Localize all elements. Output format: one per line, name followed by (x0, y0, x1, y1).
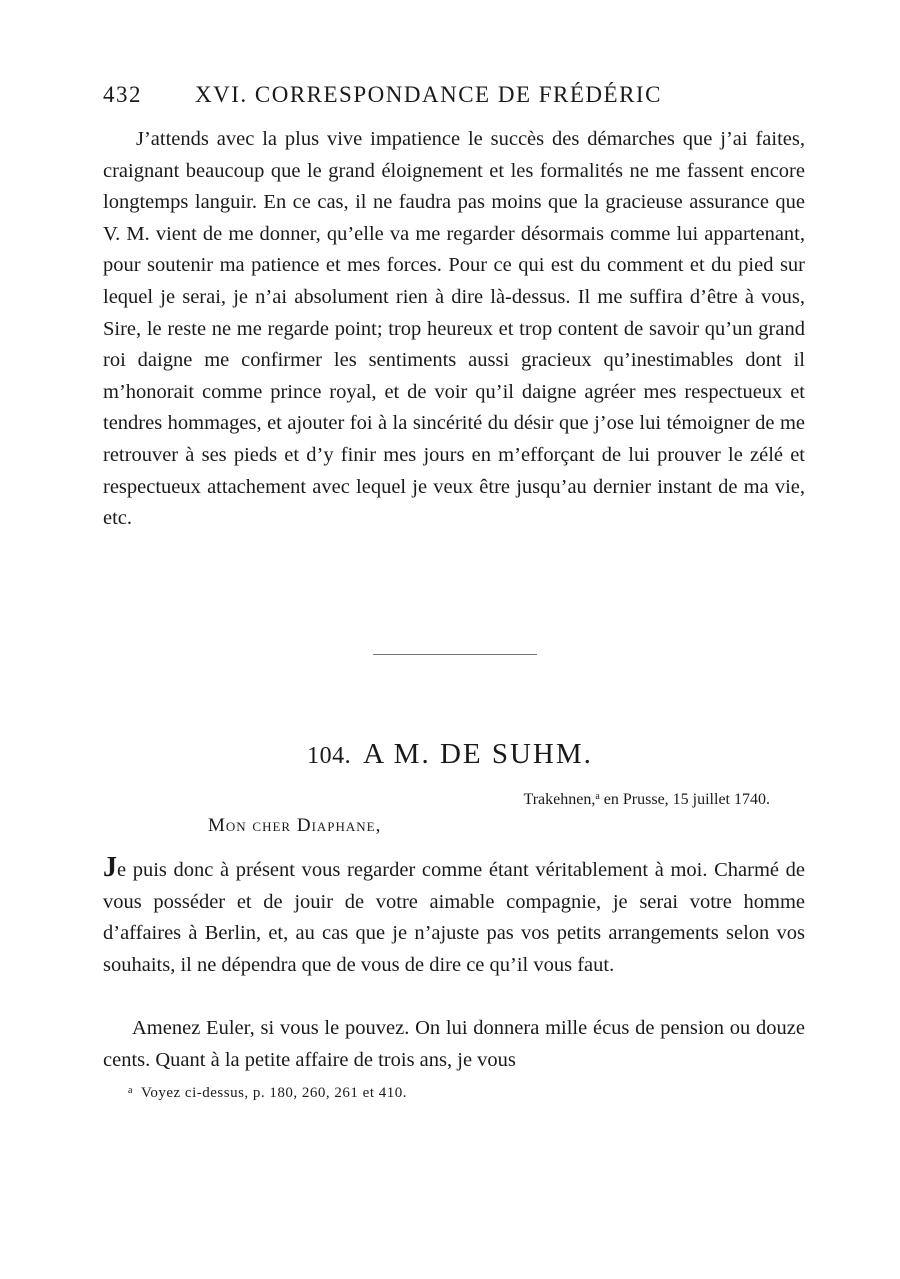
section-divider (373, 654, 537, 655)
footnote-mark: a (128, 1085, 133, 1096)
letter-title: A M. DE SUHM. (363, 738, 593, 770)
paragraph-3: Amenez Euler, si vous le pouvez. On lui donnera mille écus de pension ou douze cents. Quant à la petite affaire de trois ans, je vous (103, 1017, 805, 1071)
footnote-reference: a (595, 791, 600, 802)
paragraph-2-text: e puis donc à présent vous regarder comme étant véritablement à moi. Charmé de vous posséder et de jouir de votre aimable compagnie, je serai votre homme d’affaires à Berlin, et, au cas que je n’ajuste pas vos petits arrangements selon vos souhaits, il ne dépendra que de vous de dire ce qu’il vous faut. (103, 859, 805, 976)
letter-number: 104. (307, 743, 352, 769)
paragraph-1: J’attends avec la plus vive impatience le succès des démarches que j’ai faites, craignant beaucoup que le grand éloignement et les formalités ne me fassent encore longtemps languir. En ce cas, il ne faudra pas moins que la gracieuse assurance que V. M. vient de me donner, qu’elle va me regarder désormais comme lui appartenant, pour soutenir ma patience et mes forces. Pour ce qui est du comment et du pied sur lequel je serai, je n’ai absolument rien à dire là-dessus. Il me suffira d’être à vous, Sire, le reste ne me regarde point; trop heureux et trop content de savoir qu’un grand roi daigne me confirmer les sentiments aussi gracieux qu’inestimables dont il m’honorait comme prince royal, et de voir qu’il daigne agréer mes respectueux et tendres hommages, et ajouter foi à la sincérité du désir que j’ose lui témoigner de me retrouver à ses pieds et d’y finir mes jours en m’efforçant de lui prouver le zélé et respectueux attachement avec lequel je veux être jusqu’au dernier instant de ma vie, etc. (103, 128, 805, 530)
footnote-text: Voyez ci-dessus, p. 180, 260, 261 et 410. (140, 1085, 407, 1101)
footnote (128, 1085, 407, 1102)
paragraph-2 (103, 852, 805, 981)
running-head (103, 82, 803, 114)
dateline (523, 791, 770, 809)
salutation: Mon cher Diaphane, (208, 815, 382, 836)
dateline-date: en Prusse, 15 juillet 1740. (599, 791, 770, 808)
initial-letter: J (103, 852, 117, 883)
running-title: XVI. CORRESPONDANCE DE FRÉDÉRIC (195, 82, 662, 107)
dateline-place: Trakehnen, (523, 791, 596, 808)
page-number: 432 (103, 82, 142, 107)
letter-heading (0, 738, 900, 771)
